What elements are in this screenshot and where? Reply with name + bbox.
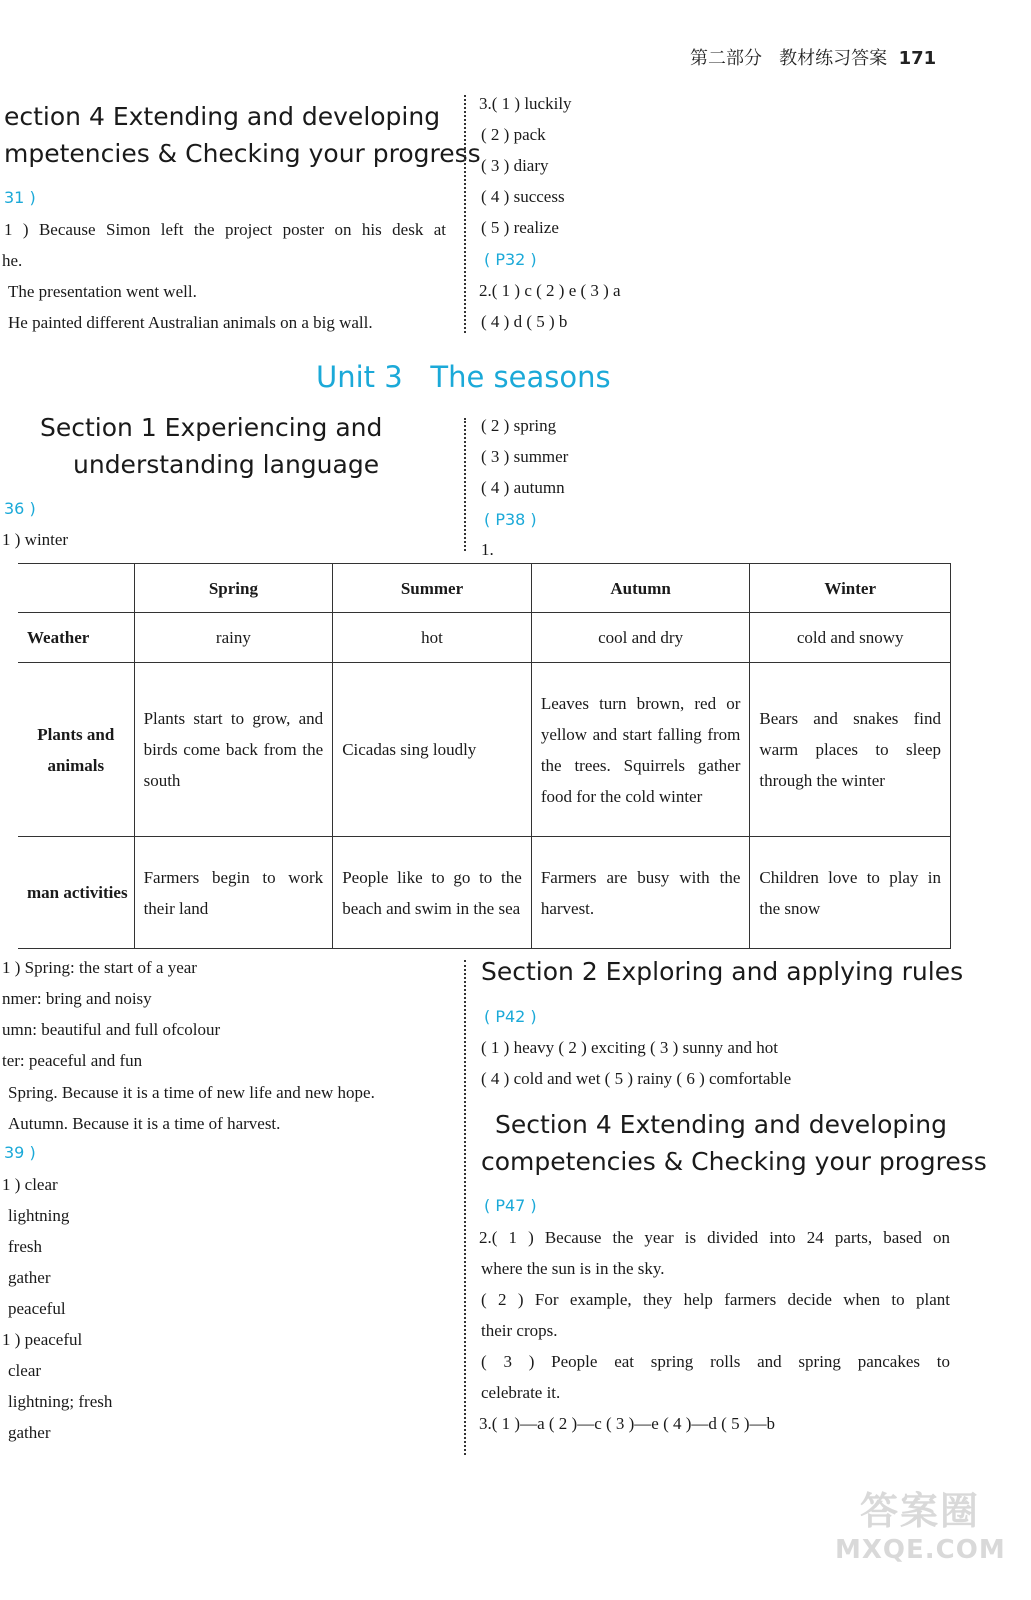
- answer-line: 1 ) clear: [2, 1175, 58, 1194]
- answer-line: Spring. Because it is a time of new life and new hope.: [8, 1083, 375, 1102]
- header-part: 第二部分: [690, 48, 762, 69]
- answer-line: clear: [8, 1361, 42, 1380]
- table-header-cell: Spring: [134, 564, 333, 613]
- answer-line: ( 5 ) realize: [481, 218, 559, 237]
- section4-title-line2: mpetencies & Checking your progress: [4, 139, 481, 168]
- answer-line: 1 ) Spring: the start of a year: [2, 958, 197, 977]
- table-cell: cold and snowy: [750, 613, 951, 663]
- answer-line: fresh: [8, 1237, 42, 1256]
- table-header-cell: Autumn: [531, 564, 750, 613]
- answer-line: The presentation went well.: [8, 282, 197, 301]
- answer-line: ( 2 ) spring: [481, 416, 557, 435]
- unit-name: The seasons: [430, 360, 611, 394]
- answer-line: peaceful: [8, 1299, 66, 1318]
- answer-line: their crops.: [481, 1321, 558, 1340]
- answer-line: 1 ) winter: [2, 530, 69, 549]
- watermark-top: 答案圈: [859, 1489, 980, 1533]
- answer-line: lightning: [8, 1206, 70, 1225]
- answer-line: 1.: [481, 540, 494, 559]
- answer-line: ( 3 ) People eat spring rolls and spring pancakes to: [481, 1352, 950, 1371]
- answer-line: ( 4 ) cold and wet ( 5 ) rainy ( 6 ) comfortable: [481, 1069, 792, 1088]
- answer-line: ( 2 ) For example, they help farmers decide when to plant: [481, 1290, 950, 1309]
- answer-line: where the sun is in the sky.: [481, 1259, 665, 1278]
- answer-line: celebrate it.: [481, 1383, 561, 1402]
- answer-line: gather: [8, 1268, 51, 1287]
- answer-line: He painted different Australian animals on a big wall.: [8, 313, 373, 332]
- column-divider: [464, 418, 466, 551]
- section2-title: Section 2 Exploring and applying rules: [481, 957, 964, 986]
- answer-line: ( 3 ) diary: [481, 156, 549, 175]
- table-header-cell: Winter: [750, 564, 951, 613]
- table-row: [18, 663, 951, 837]
- page-header: [690, 44, 936, 70]
- answer-line: 1 ) Because Simon left the project poster on his desk at: [4, 220, 446, 239]
- row-header: man activities: [18, 837, 134, 949]
- table-header-row: [18, 564, 951, 613]
- table-cell: Bears and snakes find warm places to sleep through the winter: [750, 663, 951, 837]
- table-cell: Farmers are busy with the harvest.: [531, 837, 750, 949]
- answer-line: he.: [2, 251, 23, 270]
- table-row: [18, 837, 951, 949]
- column-divider: [464, 95, 466, 333]
- answer-line: ( 4 ) autumn: [481, 478, 565, 497]
- page-ref: ( P42 ): [484, 1007, 537, 1026]
- unit-title: [316, 360, 611, 394]
- table-cell: Plants start to grow, and birds come back from the south: [134, 663, 333, 837]
- answer-line: ( 1 ) heavy ( 2 ) exciting ( 3 ) sunny and hot: [481, 1038, 778, 1057]
- answer-line: 2.( 1 ) Because the year is divided into 24 parts, based on: [479, 1228, 950, 1247]
- answer-line: ( 4 ) success: [481, 187, 565, 206]
- answer-line: umn: beautiful and full ofcolour: [2, 1020, 221, 1039]
- seasons-table: [18, 563, 951, 949]
- table-cell: Leaves turn brown, red or yellow and start falling from the trees. Squirrels gather food for the cold winter: [531, 663, 750, 837]
- unit-number: Unit 3: [316, 360, 403, 394]
- column-divider: [464, 960, 466, 1455]
- section1-title-line2: understanding language: [73, 450, 380, 479]
- table-cell: cool and dry: [531, 613, 750, 663]
- table-cell: rainy: [134, 613, 333, 663]
- table-cell: Farmers begin to work their land: [134, 837, 333, 949]
- page-ref: ( P47 ): [484, 1196, 537, 1215]
- answer-line: 2.( 1 ) c ( 2 ) e ( 3 ) a: [479, 281, 621, 300]
- answer-line: ter: peaceful and fun: [2, 1051, 143, 1070]
- answer-line: ( 3 ) summer: [481, 447, 569, 466]
- answer-line: lightning; fresh: [8, 1392, 113, 1411]
- answer-line: 3.( 1 )—a ( 2 )—c ( 3 )—e ( 4 )—d ( 5 )—b: [479, 1414, 775, 1433]
- answer-line: 3.( 1 ) luckily: [479, 94, 572, 113]
- answer-line: nmer: bring and noisy: [2, 989, 152, 1008]
- page-ref: ( P32 ): [484, 250, 537, 269]
- table-cell: Children love to play in the snow: [750, 837, 951, 949]
- row-header: Weather: [18, 613, 134, 663]
- header-book: 教材练习答案: [779, 48, 888, 69]
- section4-title-line1: Section 4 Extending and developing: [495, 1110, 947, 1139]
- table-header-cell: Summer: [333, 564, 532, 613]
- page-ref: 36 ): [4, 499, 36, 518]
- section1-title-line1: Section 1 Experiencing and: [40, 413, 383, 442]
- table-row: [18, 613, 951, 663]
- table-cell: hot: [333, 613, 532, 663]
- answer-line: ( 2 ) pack: [481, 125, 546, 144]
- section4-title-line2: competencies & Checking your progress: [481, 1147, 987, 1176]
- page-ref: 39 ): [4, 1143, 36, 1162]
- row-header: Plants and animals: [18, 663, 134, 837]
- answer-line: ( 4 ) d ( 5 ) b: [481, 312, 568, 331]
- page-ref: ( P38 ): [484, 510, 537, 529]
- page-ref: 31 ): [4, 188, 36, 207]
- page-number: 171: [898, 48, 937, 69]
- answer-line: 1 ) peaceful: [2, 1330, 83, 1349]
- answer-line: gather: [8, 1423, 51, 1442]
- table-cell: People like to go to the beach and swim in the sea: [333, 837, 532, 949]
- watermark-logo: [835, 1480, 1005, 1565]
- table-cell: Cicadas sing loudly: [333, 663, 532, 837]
- watermark-bottom: MXQE.COM: [835, 1535, 1006, 1565]
- section4-title-line1: ection 4 Extending and developing: [4, 102, 441, 131]
- table-header-cell: [18, 564, 134, 613]
- answer-line: Autumn. Because it is a time of harvest.: [8, 1114, 281, 1133]
